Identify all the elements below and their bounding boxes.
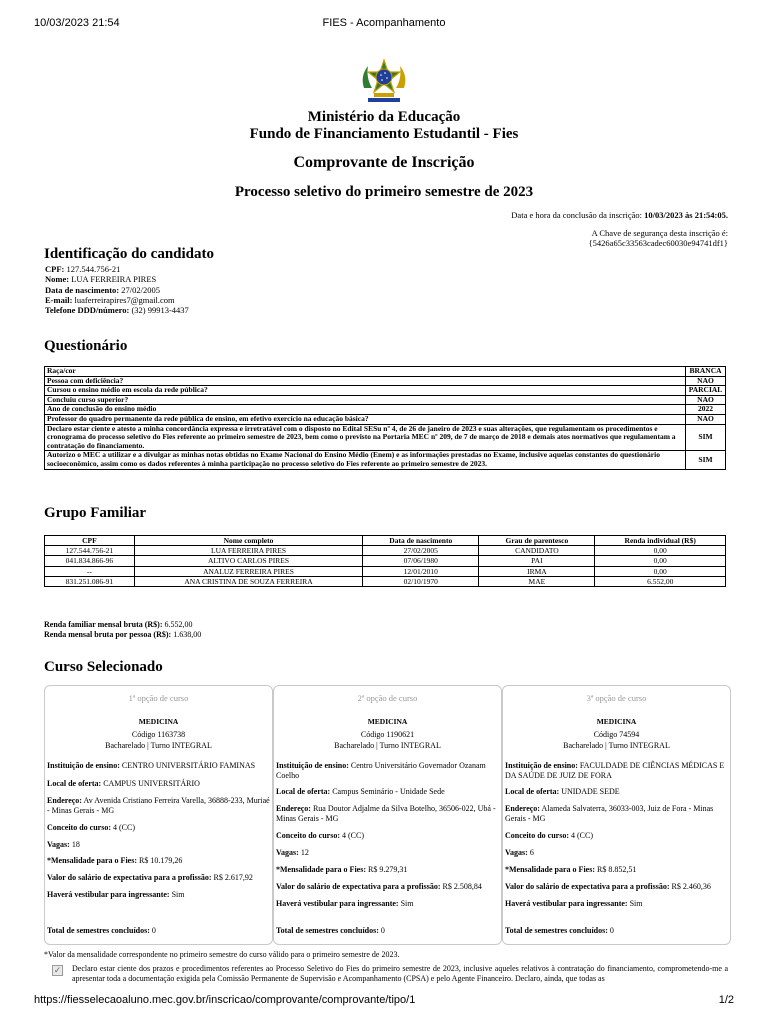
document-title: Comprovante de Inscrição (293, 154, 475, 171)
course-option-3 (502, 685, 731, 945)
table-row: 041.834.866-96 ALTIVO CARLOS PIRES 07/06/1980 PAI 0,00 (45, 556, 726, 566)
questionario-table (44, 366, 726, 470)
field-endereco: Endereço: Rua Doutor Adjalme da Silva Botelho, 36506-022, Ubá - Minas Gerais - MG (276, 804, 496, 823)
candidate-info (45, 264, 189, 315)
mensalidade-footnote: *Valor da mensalidade correspondente no primeiro semestre do curso válido para o primeiro semestre de 2023. (44, 950, 400, 959)
field-vagas: Vagas: 12 (276, 848, 309, 857)
checkmark-icon: ✓ (53, 965, 62, 975)
table-row: Declaro estar ciente e atesto a minha concordância expressa e irretratável com o disposto no Edital SESu nº 4, de 26 de janeiro de 2023 e suas alterações, que regulamentam os procedimentos e cronograma do processo seletivo do Fies referente ao primeiro semestre de 2023, bem como o previsto na Portaria MEC nº 209, de 7 de março de 2018 e demais atos normativos que regulamentam a contratação do financiamento. SIM (45, 424, 726, 451)
field-nome: Nome: LUA FERREIRA PIRES (45, 274, 157, 285)
option-label: 1ª opção de curso (128, 693, 189, 703)
field-endereco: Endereço: Alameda Salvaterra, 36033-003, Juiz de Fora - Minas Gerais - MG (505, 804, 714, 823)
field-salario: Valor do salário de expectativa para a profissão: R$ 2.508,84 (276, 882, 482, 891)
renda-familiar: Renda familiar mensal bruta (R$): 6.552,00 (44, 620, 193, 629)
conclusion-datetime: Data e hora da conclusão da inscrição: 10/03/2023 às 21:54:05. (511, 210, 728, 220)
field-conceito: Conceito do curso: 4 (CC) (505, 831, 593, 840)
course-code: Código 1190621 (360, 730, 415, 739)
table-row: 831.251.086-91 ANA CRISTINA DE SOUZA FERREIRA 02/10/1970 MAE 6.552,00 (45, 576, 726, 586)
field-vestibular: Haverá vestibular para ingressante: Sim (505, 899, 643, 908)
field-vagas: Vagas: 18 (47, 840, 80, 849)
field-conceito: Conceito do curso: 4 (CC) (276, 831, 364, 840)
process-title: Processo seletivo do primeiro semestre de 2023 (234, 184, 534, 200)
print-url: https://fiesselecaoaluno.mec.gov.br/inscricao/comprovante/comprovante/tipo/1 (34, 994, 416, 1006)
field-semestres: Total de semestres concluídos: 0 (276, 926, 385, 935)
field-semestres: Total de semestres concluídos: 0 (47, 926, 156, 935)
print-footer (0, 994, 768, 1008)
table-row: -- ANALUZ FERREIRA PIRES 12/01/2010 IRMA 0,00 (45, 566, 726, 576)
field-instituicao: Instituição de ensino: FACULDADE DE CIÊNCIAS MÉDICAS E DA SAÚDE DE JUIZ DE FORA (505, 761, 725, 780)
course-degree: Bacharelado | Turno INTEGRAL (334, 741, 441, 750)
field-cpf: CPF: 127.544.756-21 (45, 264, 121, 274)
course-code: Código 1163738 (131, 730, 186, 739)
field-salario: Valor do salário de expectativa para a profissão: R$ 2.460,36 (505, 882, 711, 891)
field-vestibular: Haverá vestibular para ingressante: Sim (47, 890, 185, 899)
fund-title: Fundo de Financiamento Estudantil - Fies (249, 126, 519, 142)
print-header (0, 17, 768, 31)
field-instituicao: Instituição de ensino: CENTRO UNIVERSITÁRIO FAMINAS (47, 761, 256, 770)
field-salario: Valor do salário de expectativa para a profissão: R$ 2.617,92 (47, 873, 253, 882)
course-option-1 (44, 685, 273, 945)
grupo-familiar-table (44, 535, 726, 587)
field-mensalidade: *Mensalidade para o Fies: R$ 9.279,31 (276, 865, 408, 874)
course-code: Código 74594 (593, 730, 640, 739)
field-local: Local de oferta: UNIDADE SEDE (505, 787, 620, 796)
field-mensalidade: *Mensalidade para o Fies: R$ 10.179,26 (47, 856, 183, 865)
renda-summary (44, 620, 201, 639)
option-label: 2ª opção de curso (357, 693, 418, 703)
table-row: Professor do quadro permanente da rede pública de ensino, em efetivo exercício na educação básica? NAO (45, 414, 726, 424)
table-row: Autorizo o MEC a utilizar e a divulgar as minhas notas obtidas no Exame Nacional do Ensino Médio (Enem) e as informações prestadas no Exame, inclusive aquelas constantes do questionário socioeconômico, assim como os dados referentes à minha participação no processo seletivo do Fies referente ao primeiro semestre de 2023. SIM (45, 451, 726, 469)
coat-of-arms-icon (358, 58, 410, 104)
field-mensalidade: *Mensalidade para o Fies: R$ 8.852,51 (505, 865, 637, 874)
field-telefone: Telefone DDD/número: (32) 99913-4437 (45, 305, 189, 316)
field-vestibular: Haverá vestibular para ingressante: Sim (276, 899, 414, 908)
course-degree: Bacharelado | Turno INTEGRAL (563, 741, 670, 750)
table-row: 127.544.756-21 LUA FERREIRA PIRES 27/02/2005 CANDIDATO 0,00 (45, 546, 726, 556)
course-option-2 (273, 685, 502, 945)
section-questionario: Questionário (44, 338, 128, 354)
print-datetime: 10/03/2023 21:54 (34, 17, 120, 29)
field-endereco: Endereço: Av Avenida Cristiano Ferreira Varella, 36888-233, Muriaé - Minas Gerais - MG (47, 796, 270, 815)
field-semestres: Total de semestres concluídos: 0 (505, 926, 614, 935)
section-identificacao: Identificação do candidato (44, 246, 215, 262)
declaration-checkbox[interactable] (52, 965, 63, 976)
section-curso-selecionado: Curso Selecionado (44, 659, 163, 675)
table-header: CPF Nome completo Data de nascimento Grau de parentesco Renda individual (R$) (45, 536, 726, 546)
print-title: FIES - Acompanhamento (322, 17, 446, 29)
renda-por-pessoa: Renda mensal bruta por pessoa (R$): 1.638,00 (44, 629, 202, 639)
option-label: 3ª opção de curso (586, 693, 647, 703)
page-number: 1/2 (718, 994, 734, 1006)
security-key: A Chave de segurança desta inscrição é: {5426a65c33563cadec60030e94741df1} (588, 228, 728, 248)
table-row: Concluiu curso superior? NAO (45, 395, 726, 405)
field-local: Local de oferta: CAMPUS UNIVERSITÁRIO (47, 779, 200, 788)
field-local: Local de oferta: Campus Seminário - Unidade Sede (276, 787, 445, 796)
ministry-title: Ministério da Educação (307, 109, 461, 125)
declaration-text: Declaro estar ciente dos prazos e procedimentos referentes ao Processo Seletivo do Fies do primeiro semestre de 2023, inclusive aqueles relativos à contratação do financiamento, comprometendo-me a apresentar toda a documentação exigida pela Comissão Permanente de Supervisão e Acompanhamento (CPSA) e pelo Agente Financeiro. Declaro, ainda, que todas as (72, 964, 728, 983)
course-name: MEDICINA (596, 717, 637, 726)
field-instituicao: Instituição de ensino: Centro Universitário Governador Ozanam Coelho (276, 761, 486, 780)
course-name: MEDICINA (138, 717, 179, 726)
table-row: Ano de conclusão do ensino médio 2022 (45, 405, 726, 415)
table-row: Pessoa com deficiência? NAO (45, 376, 726, 386)
field-vagas: Vagas: 6 (505, 848, 534, 857)
field-conceito: Conceito do curso: 4 (CC) (47, 823, 135, 832)
section-grupo-familiar: Grupo Familiar (44, 505, 147, 521)
course-name: MEDICINA (367, 717, 408, 726)
table-row: Raça/cor BRANCA (45, 367, 726, 377)
field-nascimento: Data de nascimento: 27/02/2005 (45, 284, 161, 295)
field-email: E-mail: luaferreirapires7@gmail.com (45, 294, 175, 305)
course-degree: Bacharelado | Turno INTEGRAL (105, 741, 212, 750)
table-row: Cursou o ensino médio em escola da rede pública? PARCIAL (45, 386, 726, 396)
